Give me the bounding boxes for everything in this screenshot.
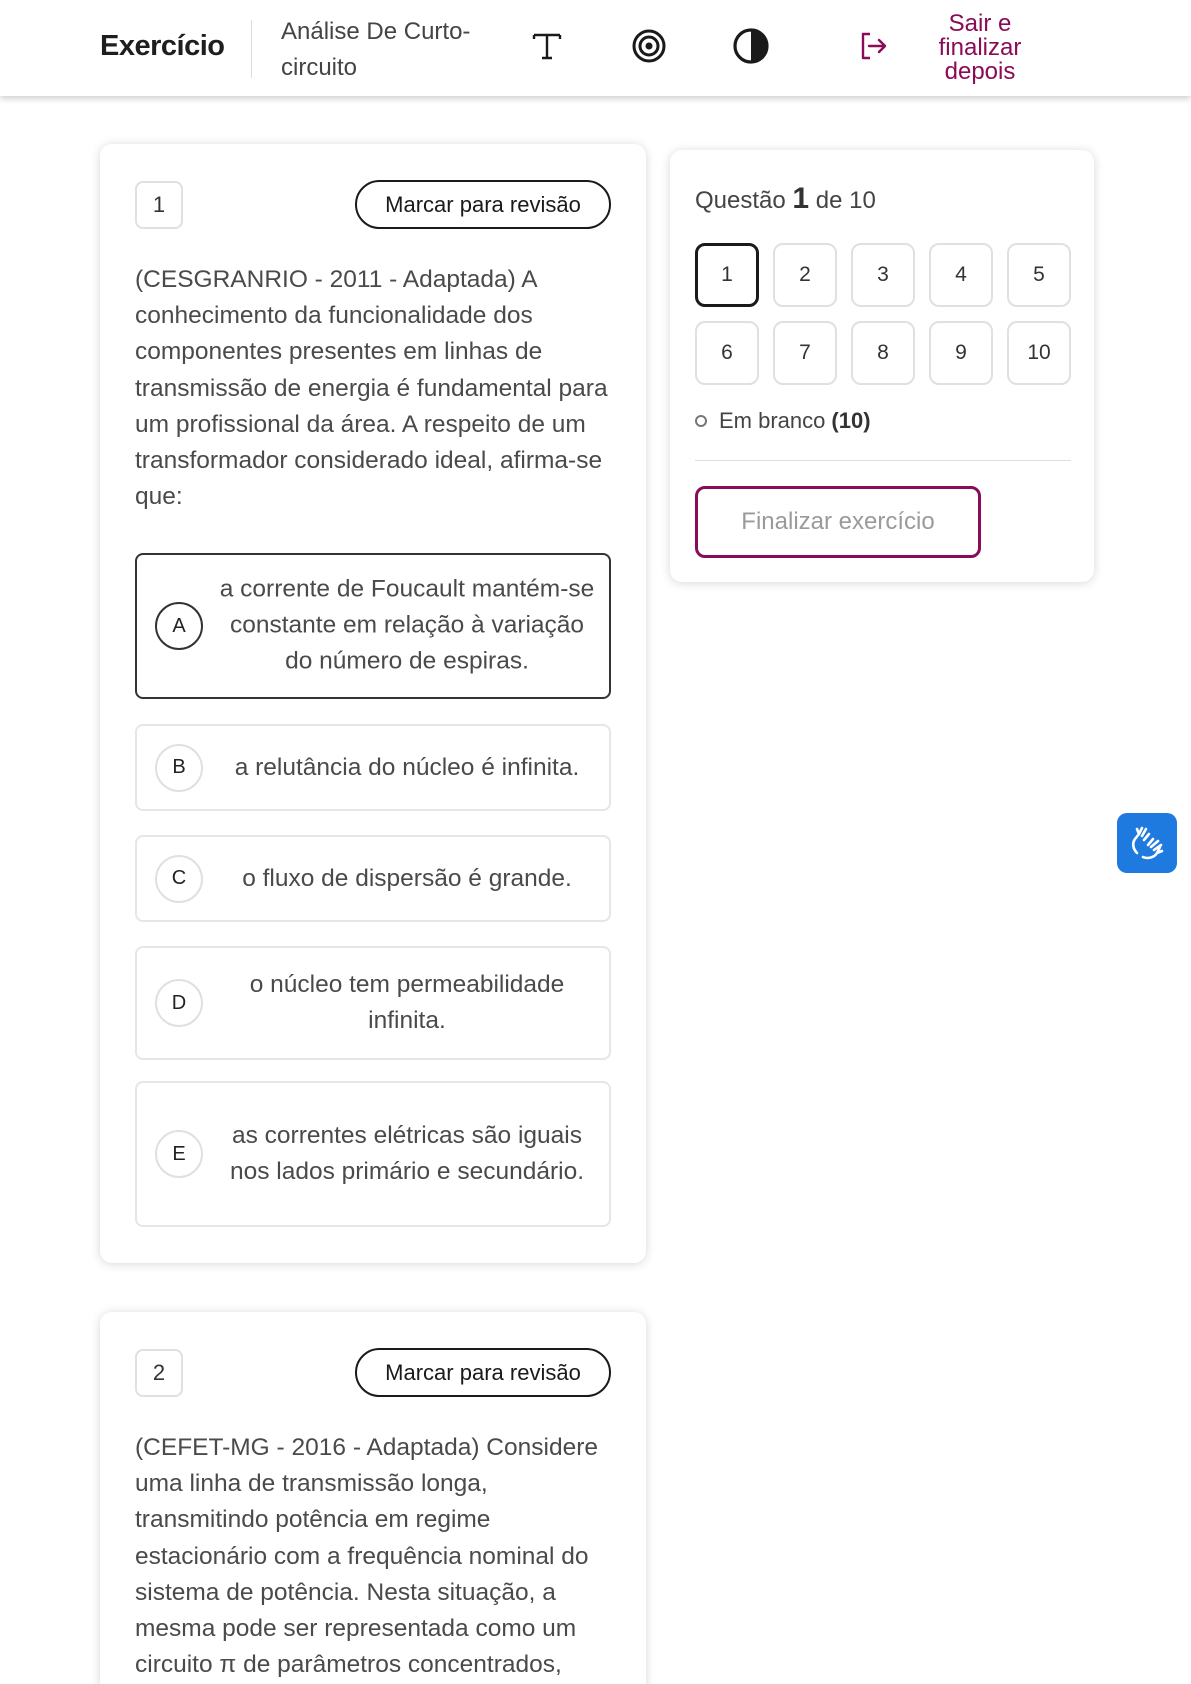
blank-count: (10) (831, 408, 871, 433)
option-letter: D (155, 979, 203, 1027)
exit-finish-later-link[interactable]: Sair e finalizar depois (938, 10, 1022, 85)
question-progress (695, 182, 876, 216)
option-letter: A (155, 602, 203, 650)
mark-review-button[interactable]: Marcar para revisão (355, 180, 611, 229)
font-size-icon (530, 29, 564, 63)
option-b[interactable] (135, 724, 611, 811)
blank-label: Em branco (719, 408, 826, 433)
option-text: as correntes elétricas são iguais nos lados primário e secundário. (229, 1121, 585, 1185)
question-grid (695, 243, 1075, 385)
exit-icon (857, 29, 891, 63)
option-e[interactable] (135, 1081, 611, 1227)
option-letter: E (155, 1130, 203, 1178)
option-letter: B (155, 744, 203, 792)
mark-review-button[interactable]: Marcar para revisão (355, 1348, 611, 1397)
focus-mode-button[interactable] (625, 22, 673, 70)
navigator-divider (695, 460, 1071, 461)
question-navigator (670, 150, 1094, 582)
progress-prefix: Questão (695, 187, 786, 214)
contrast-icon (732, 27, 770, 65)
progress-suffix: de 10 (815, 187, 876, 214)
question-nav-button[interactable]: 6 (695, 321, 759, 385)
option-letter: C (155, 855, 203, 903)
exercise-subject: Análise De Curto-circuito (281, 18, 471, 81)
question-nav-button[interactable]: 5 (1007, 243, 1071, 307)
top-header (0, 0, 1191, 96)
question-nav-button[interactable]: 7 (773, 321, 837, 385)
font-size-button[interactable] (523, 22, 571, 70)
question-text: (CEFET-MG - 2016 - Adaptada) Considere uma linha de transmissão longa, transmitindo potência em regime estacionário com a frequência nominal do sistema de potência. Nesta situação, a mesma pode ser representada como um circuito π de parâmetros concentrados, (135, 1434, 598, 1679)
option-a[interactable] (135, 553, 611, 699)
blank-status (695, 408, 871, 434)
blank-dot-icon (695, 415, 707, 427)
question-nav-button[interactable]: 9 (929, 321, 993, 385)
question-nav-button[interactable]: 1 (695, 243, 759, 307)
option-text: a corrente de Foucault mantém-se constante em relação à variação do número de espiras. (219, 575, 595, 676)
progress-current: 1 (792, 182, 810, 215)
question-card (100, 1312, 646, 1684)
sign-language-widget[interactable] (1117, 813, 1177, 873)
option-text: o fluxo de dispersão é grande. (242, 864, 572, 892)
target-icon (631, 28, 667, 64)
question-number: 2 (135, 1349, 183, 1397)
question-number: 1 (135, 181, 183, 229)
brand-title: Exercício (100, 30, 225, 62)
option-d[interactable] (135, 946, 611, 1060)
question-nav-button[interactable]: 4 (929, 243, 993, 307)
question-text: (CESGRANRIO - 2011 - Adaptada) A conhecimento da funcionalidade dos componentes presentes em linhas de transmissão de energia é fundamental para um profissional da área. A respeito de um transformador considerado ideal, afirma-se que: (135, 266, 608, 511)
header-divider (251, 20, 252, 78)
sign-language-icon (1127, 823, 1167, 863)
option-c[interactable] (135, 835, 611, 922)
question-nav-button[interactable]: 3 (851, 243, 915, 307)
contrast-button[interactable] (727, 22, 775, 70)
option-text: a relutância do núcleo é infinita. (234, 753, 580, 781)
exit-button[interactable] (850, 22, 898, 70)
question-nav-button[interactable]: 8 (851, 321, 915, 385)
finish-exercise-button[interactable]: Finalizar exercício (695, 486, 981, 558)
option-text: o núcleo tem permeabilidade infinita. (249, 970, 565, 1034)
question-nav-button[interactable]: 10 (1007, 321, 1071, 385)
question-nav-button[interactable]: 2 (773, 243, 837, 307)
question-card (100, 144, 646, 1263)
